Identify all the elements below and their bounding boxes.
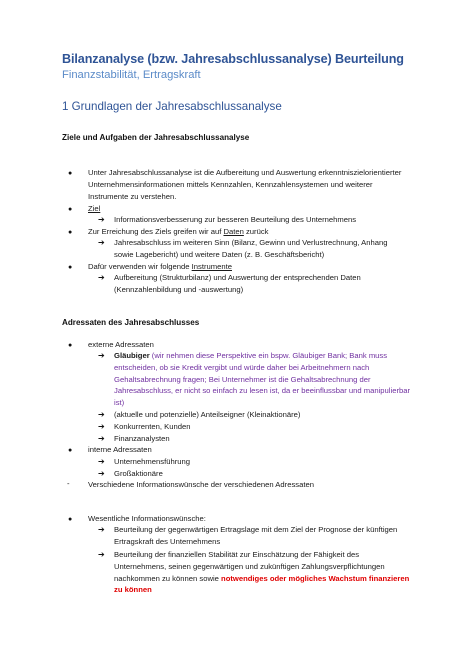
text-fragment: Dafür verwenden wir folgende	[88, 262, 192, 271]
label-ziel: Ziel	[88, 204, 101, 213]
note-line: Gehaltsabrechnung fragen; Bei Unternehmer ist die Gehaltsabrechnung der	[114, 374, 371, 384]
arrow-right-icon: ➔	[98, 215, 105, 224]
text-line: (Kennzahlenbildung und -auswertung)	[114, 284, 244, 294]
bullet-dot-icon: ●	[68, 206, 73, 213]
note-line: entscheiden, ob sie Kredit vergibt und würde daher bei Arbeitnehmern nach	[114, 362, 370, 372]
text-line: Ertragskraft des Unternehmens	[114, 536, 221, 546]
dash-marker: -	[67, 479, 70, 488]
note-line: ist)	[114, 398, 125, 408]
list-item-konkurrenten: Konkurrenten, Kunden	[114, 422, 191, 431]
paragraph-daten	[114, 237, 388, 261]
document-title: Bilanzanalyse (bzw. Jahresabschlussanalyse) Beurteilung	[62, 52, 404, 66]
arrow-right-icon: ➔	[98, 273, 105, 282]
bullet-dot-icon: ●	[68, 342, 73, 349]
bullet-dot-icon: ●	[68, 229, 73, 236]
list-item-analysten: Finanzanalysten	[114, 434, 170, 443]
arrow-right-icon: ➔	[98, 238, 105, 247]
paragraph-aufbereitung	[114, 272, 361, 296]
list-item-fuehrung: Unternehmensführung	[114, 457, 191, 466]
subheading-adressaten: Adressaten des Jahresabschlusses	[62, 318, 200, 327]
underlined-term-daten: Daten	[223, 227, 244, 236]
text-line: Aufbereitung (Strukturbilanz) und Auswertung der entsprechenden Daten	[114, 273, 361, 282]
arrow-right-icon: ➔	[98, 550, 105, 559]
highlight-zu-koennen: zu können	[114, 585, 152, 595]
arrow-right-icon: ➔	[98, 434, 105, 443]
arrow-right-icon: ➔	[98, 469, 105, 478]
text-line: Unternehmensinformationen mittels Kennzahlen, Kennzahlensystemen und weiterer	[88, 179, 373, 189]
text-line	[114, 573, 409, 585]
arrow-right-icon: ➔	[98, 351, 105, 360]
text-line: Unternehmens, seinen gegenwärtigen und zukünftigen Zahlungsverpflichtungen	[114, 561, 385, 571]
document-subtitle: Finanzstabilität, Ertragskraft	[62, 69, 201, 81]
label-interne: interne Adressaten	[88, 445, 152, 454]
bullet-dot-icon: ●	[68, 516, 73, 523]
paragraph-ertragslage	[114, 524, 397, 548]
paragraph-definition	[88, 167, 401, 202]
highlight-wachstum: notwendiges oder mögliches Wachstum finanzieren	[221, 573, 410, 583]
paragraph-glaeubiger	[114, 350, 410, 409]
note-line: Jahresabschluss, er nicht so einfach zu lesen ist, da er beeinflussbar und manipulierbar	[114, 386, 411, 396]
text-line: Jahresabschluss im weiteren Sinn (Bilanz, Gewinn und Verlustrechnung, Anhang	[114, 238, 388, 247]
text-line: Instrumente zu verstehen.	[88, 191, 177, 201]
paragraph-informationswuensche: Verschiedene Informationswünsche der verschiedenen Adressaten	[88, 480, 314, 489]
arrow-right-icon: ➔	[98, 410, 105, 419]
subheading-ziele: Ziele und Aufgaben der Jahresabschlussanalyse	[62, 133, 250, 142]
text-line	[114, 350, 410, 362]
section-heading-grundlagen: 1 Grundlagen der Jahresabschlussanalyse	[62, 100, 282, 113]
arrow-right-icon: ➔	[98, 457, 105, 466]
paragraph-finanzielle-stabilitaet	[114, 549, 409, 596]
bullet-dot-icon: ●	[68, 447, 73, 454]
arrow-right-icon: ➔	[98, 525, 105, 534]
arrow-right-icon: ➔	[98, 422, 105, 431]
label-externe: externe Adressaten	[88, 340, 154, 349]
label-wesentlich: Wesentliche Informationswünsche:	[88, 514, 206, 523]
text-line: Beurteilung der gegenwärtigen Ertragslage mit dem Ziel der Prognose der künftigen	[114, 525, 398, 534]
note-text: (wir nehmen diese Perspektive ein bspw. Gläubiger Bank; Bank muss	[149, 351, 388, 360]
text-line: Informationsverbesserung zur besseren Beurteilung des Unternehmens	[114, 215, 357, 224]
bullet-dot-icon: ●	[68, 264, 73, 271]
text-line: sowie Lagebericht) und weitere Daten (z. B. Geschäftsbericht)	[114, 249, 325, 259]
text-fragment: Zur Erreichung des Ziels greifen wir auf	[88, 227, 224, 236]
text-fragment: nachkommen zu können sowie	[114, 573, 222, 583]
text-fragment: zurück	[243, 227, 269, 236]
bullet-dot-icon: ●	[68, 170, 73, 177]
underlined-term-instrumente: Instrumente	[191, 262, 232, 271]
text-line: Unter Jahresabschlussanalyse ist die Aufbereitung und Auswertung erkenntniszielorientierter	[88, 168, 402, 177]
text-line: Beurteilung der finanziellen Stabilität zur Einschätzung der Fähigkeit des	[114, 550, 360, 559]
term-glaeubiger: Gläubiger	[114, 351, 150, 360]
list-item-aktionaere: Großaktionäre	[114, 469, 163, 478]
list-item-anteilseigner: (aktuelle und potenzielle) Anteilseigner (Kleinaktionäre)	[114, 410, 301, 419]
